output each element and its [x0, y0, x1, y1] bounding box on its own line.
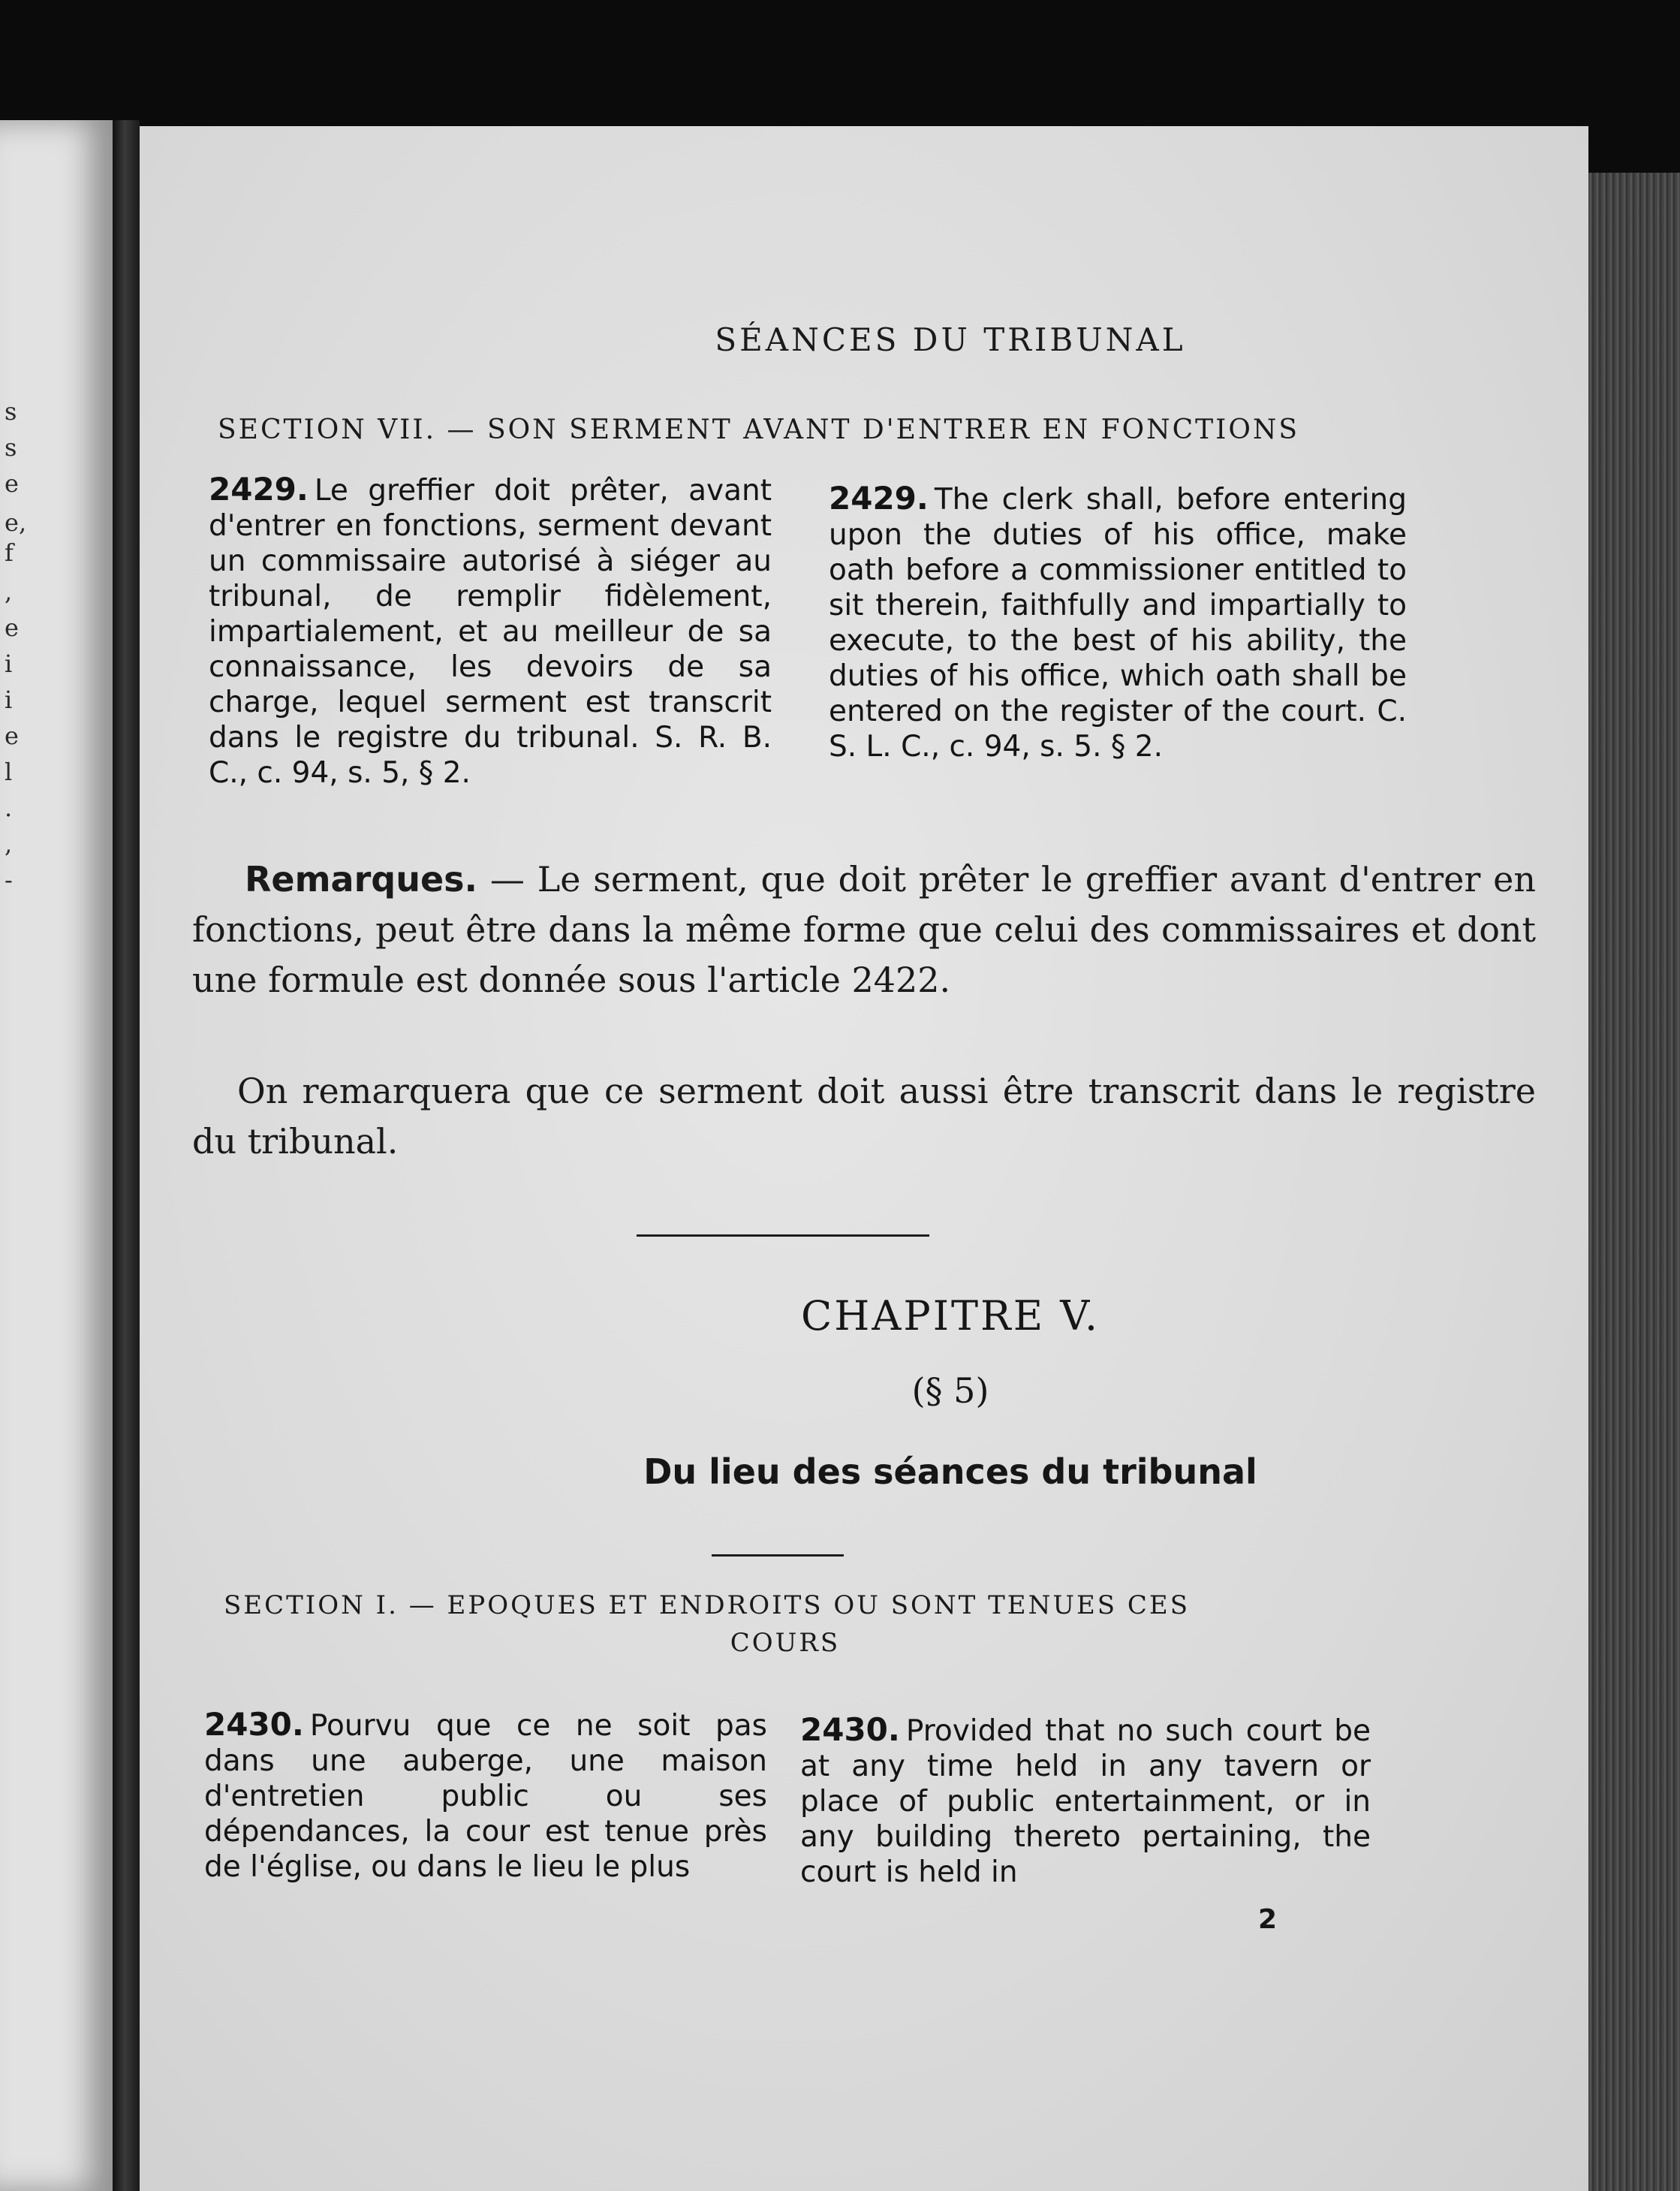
- section-i-heading-cont: COURS: [730, 1628, 841, 1658]
- article-text: The clerk shall, before entering upon the duties of his office, make oath before a commissioner entitled to sit therein, faithfully and impartially to execute, to the best of his ability, the duties of his office, which oath shall be entered on the register of the court. C. S. L. C., c. 94, s. 5. § 2.: [829, 483, 1407, 764]
- article-text: Pourvu que ce ne soit pas dans une auberge, une maison d'entretien public ou ses dépendances, la cour est tenue près de l'église, ou dans le lieu le plus: [204, 1709, 767, 1884]
- left-page-fragment: ,: [5, 830, 13, 858]
- article-text: Le greffier doit prêter, avant d'entrer en fonctions, serment devant un commissaire autorisé à siéger au tribunal, de remplir fidèlement, impartialement, et au meilleur de sa connaissance, les devoirs de sa charge, lequel serment est transcrit dans le registre du tribunal. S. R. B. C., c. 94, s. 5, § 2.: [209, 474, 772, 790]
- article-number: 2430.: [800, 1711, 900, 1748]
- divider-rule: [637, 1234, 929, 1237]
- book-gutter: [113, 120, 140, 2191]
- chapter-title: CHAPITRE V.: [800, 1292, 1100, 1340]
- article-number: 2429.: [829, 480, 929, 517]
- left-page-edge: [0, 120, 113, 2191]
- left-page-fragment: s: [5, 397, 17, 426]
- article-2430-en: [800, 1712, 1371, 1890]
- article-text: Provided that no such court be at any time held in any tavern or place of public entertainment, or in any building thereto pertaining, the court is held in: [800, 1714, 1371, 1889]
- left-page-fragment: s: [5, 433, 17, 462]
- book-page: [140, 126, 1588, 2191]
- article-2429-en: [829, 481, 1407, 764]
- signature-mark: 2: [1258, 1904, 1278, 1935]
- running-head: SÉANCES DU TRIBUNAL: [715, 321, 1186, 358]
- chapter-number: (§ 5): [911, 1370, 989, 1411]
- left-page-fragment: .: [5, 794, 13, 822]
- remarques-paragraph-2: On remarquera que ce serment doit aussi être transcrit dans le registre du tribunal.: [192, 1071, 1536, 1162]
- left-page-fragment: e: [5, 469, 19, 498]
- left-page-fragment: -: [5, 866, 13, 894]
- article-number: 2429.: [209, 471, 309, 508]
- section-vii-heading: SECTION VII. — SON SERMENT AVANT D'ENTRER EN FONCTIONS: [218, 414, 1300, 445]
- divider-rule-short: [712, 1554, 844, 1557]
- article-number: 2430.: [204, 1706, 304, 1743]
- left-page-fragment: e: [5, 722, 19, 750]
- left-page-fragment: i: [5, 686, 13, 714]
- left-page-fragment: e: [5, 613, 19, 642]
- left-page-fragment: f: [5, 538, 14, 567]
- left-page-fragment: e,: [5, 508, 27, 537]
- article-2429-fr: [209, 472, 772, 791]
- left-page-fragment: ,: [5, 577, 13, 606]
- section-i-heading: SECTION I. — EPOQUES ET ENDROITS OU SONT TENUES CES: [224, 1590, 1191, 1620]
- remarques-lead: Remarques.: [245, 859, 478, 900]
- chapter-subtitle: Du lieu des séances du tribunal: [643, 1451, 1257, 1492]
- page-block-edges: [1588, 173, 1680, 2191]
- remarques-paragraph: [192, 854, 1536, 1005]
- left-page-fragment: i: [5, 649, 13, 678]
- article-2430-fr: [204, 1707, 767, 1885]
- left-page-fragment: l: [5, 758, 13, 786]
- remarques-text: — Le serment, que doit prêter le greffier avant d'entrer en fonctions, peut être dans la même forme que celui des commissaires et dont une formule est donnée sous l'article 2422.: [192, 859, 1536, 1000]
